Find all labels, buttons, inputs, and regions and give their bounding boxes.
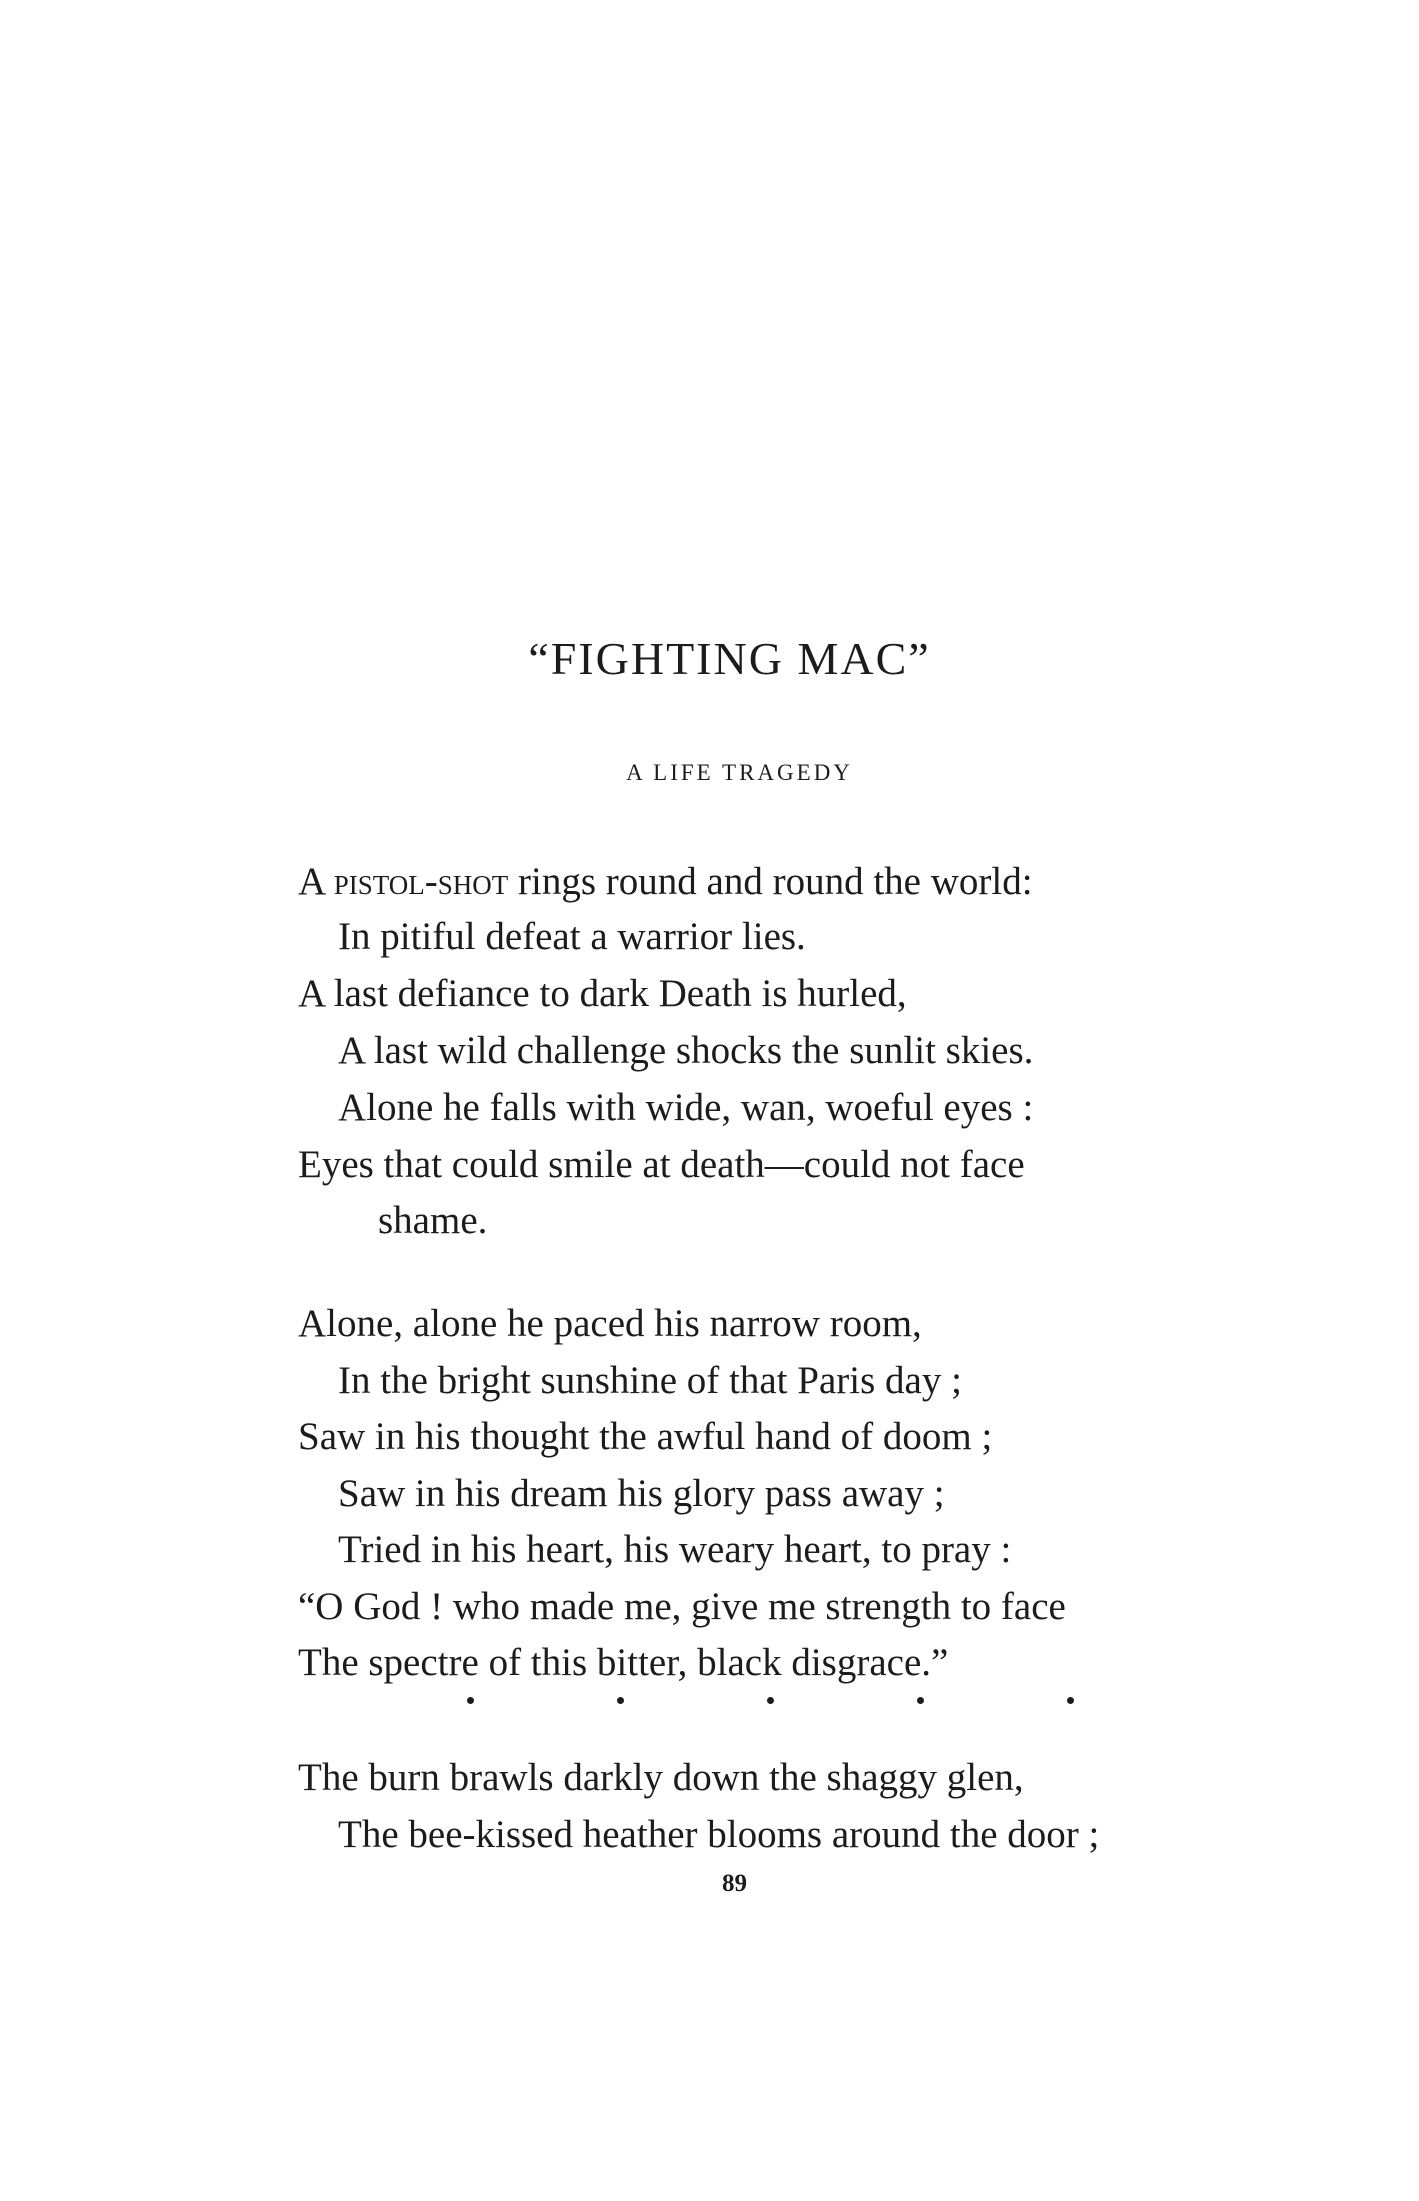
stanza1-line5: Alone he falls with wide, wan, woeful eyes : <box>338 1086 1034 1129</box>
stanza3-line1: The burn brawls darkly down the shaggy glen, <box>298 1756 1024 1799</box>
stanza1-line7: shame. <box>378 1199 488 1242</box>
section-break-dots <box>0 1697 1419 1717</box>
stanza1-line4: A last wild challenge shocks the sunlit skies. <box>338 1029 1034 1072</box>
break-dot <box>467 1697 474 1704</box>
stanza1-line3: A last defiance to dark Death is hurled, <box>298 972 907 1015</box>
stanza1-line1 <box>298 862 1033 901</box>
break-dot <box>917 1697 924 1704</box>
stanza1-line6: Eyes that could smile at death—could not face <box>298 1143 1025 1186</box>
stanza2-line2: In the bright sunshine of that Paris day ; <box>338 1359 962 1402</box>
stanza1-line1-smallcaps: A pistol-shot <box>298 860 509 903</box>
stanza2-line5: Tried in his heart, his weary heart, to pray : <box>338 1528 1012 1571</box>
stanza1-line2: In pitiful defeat a warrior lies. <box>338 915 806 958</box>
break-dot <box>1067 1697 1074 1704</box>
poem-subtitle: A LIFE TRAGEDY <box>626 760 853 785</box>
stanza3-line2: The bee-kissed heather blooms around the door ; <box>338 1813 1100 1856</box>
page-number: 89 <box>722 1870 747 1897</box>
stanza2-line4: Saw in his dream his glory pass away ; <box>338 1472 945 1515</box>
stanza2-line1: Alone, alone he paced his narrow room, <box>298 1302 922 1345</box>
stanza2-line7: The spectre of this bitter, black disgrace.” <box>298 1641 949 1684</box>
stanza1-line1-rest: rings round and round the world: <box>508 860 1033 903</box>
stanza2-line3: Saw in his thought the awful hand of doom ; <box>298 1415 993 1458</box>
break-dot <box>617 1697 624 1704</box>
poem-title: “FIGHTING MAC” <box>528 633 931 684</box>
stanza2-line6: “O God ! who made me, give me strength to face <box>298 1585 1066 1628</box>
break-dot <box>767 1697 774 1704</box>
